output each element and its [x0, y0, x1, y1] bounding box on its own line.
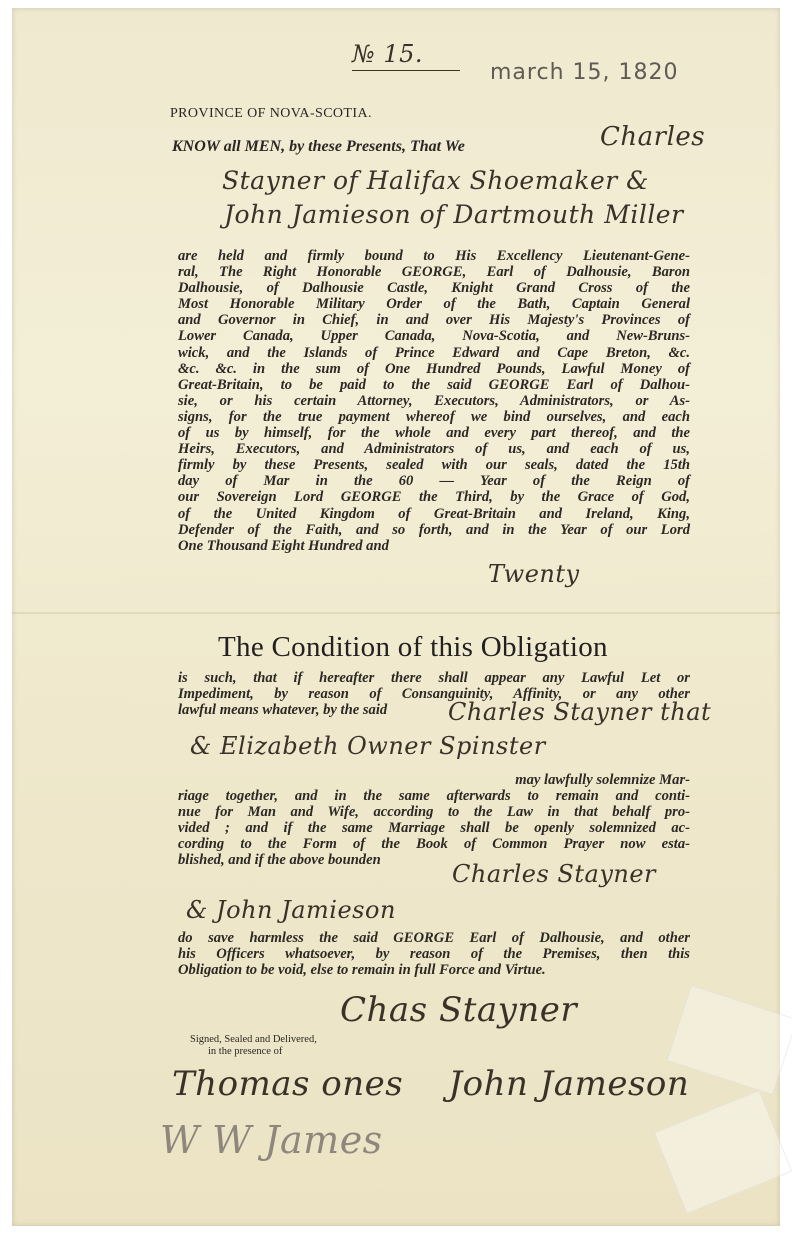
fold-line [12, 612, 780, 614]
hand-parties-2: & Elizabeth Owner Spinster [190, 732, 546, 760]
bond-line: Dalhousie, of Dalhousie Castle, Knight Grand Cross of the [178, 280, 690, 297]
marriage-line: nue for Man and Wife, according to the Law in that behalf pro- [178, 804, 690, 821]
number-mark: № 15. [352, 40, 424, 68]
marriage-line: riage together, and in the same afterwards to remain and conti- [178, 788, 690, 805]
marriage-line: cording to the Form of the Book of Common Prayer now esta- [178, 836, 690, 853]
signature-main: Chas Stayner [340, 990, 578, 1030]
bond-line: day of Mar in the 60 — Year of the Reign of [178, 473, 690, 490]
harmless-line-last: Obligation to be void, else to remain in full Force and Virtue. [178, 962, 546, 979]
bond-line: Heirs, Executors, and Administrators of us, and each of us, [178, 441, 690, 458]
hand-year: Twenty [488, 560, 580, 588]
opening-line: KNOW all MEN, by these Presents, That We [172, 138, 465, 155]
hand-bounden-2: & John Jamieson [186, 896, 396, 924]
bond-line-last: One Thousand Eight Hundred and [178, 537, 389, 554]
bond-line: wick, and the Islands of Prince Edward and Cape Breton, &c. [178, 344, 690, 361]
hand-parties-1: Charles Stayner that [448, 698, 712, 726]
bond-line: of us by himself, for the whole and every part thereof, and the [178, 425, 690, 442]
bond-line: Great-Britain, to be paid to the said GEORGE Earl of Dalhou- [178, 376, 690, 393]
harmless-text [178, 930, 690, 978]
province-title: PROVINCE OF NOVA-SCOTIA. [170, 106, 372, 121]
bond-line: and Governor in Chief, in and over His Majesty's Provinces of [178, 312, 690, 329]
bond-line: firmly by these Presents, sealed with our seals, dated the 15th [178, 457, 690, 474]
number-underline [352, 70, 460, 71]
bond-line: of the United Kingdom of Great-Britain and Ireland, King, [178, 505, 690, 522]
hand-names-1: Charles [600, 122, 706, 152]
bond-line: signs, for the true payment whereof we bind ourselves, and each [178, 408, 690, 425]
bond-line: Most Honorable Military Order of the Bath, Captain General [178, 296, 690, 313]
presence-label: in the presence of [208, 1046, 283, 1057]
signed-label: Signed, Sealed and Delivered, [190, 1034, 317, 1045]
bond-line: &c. &c. in the sum of One Hundred Pounds, Lawful Money of [178, 360, 690, 377]
marriage-line: vided ; and if the same Marriage shall be openly solemnized ac- [178, 820, 690, 837]
condition-heading: The Condition of this Obligation [218, 631, 608, 663]
bond-line: sie, or his certain Attorney, Executors, Administrators, or As- [178, 392, 690, 409]
hand-names-2: Stayner of Halifax Shoemaker & [222, 166, 649, 195]
hand-names-3: John Jamieson of Dartmouth Miller [224, 200, 684, 229]
bond-line: Defender of the Faith, and so forth, and in the Year of our Lord [178, 521, 690, 538]
condition-line: Impediment, by reason of Consanguinity, Affinity, or any other [178, 686, 690, 703]
harmless-line: do save harmless the said GEORGE Earl of Dalhousie, and other [178, 930, 690, 946]
marriage-line-first: may lawfully solemnize Mar- [515, 772, 690, 788]
signature-witness-2: W W James [160, 1118, 383, 1162]
marriage-line-last: blished, and if the above bounden [178, 852, 381, 869]
condition-line: is such, that if hereafter there shall appear any Lawful Let or [178, 670, 690, 686]
harmless-line: his Officers whatsoever, by reason of the Premises, then this [178, 946, 690, 963]
bond-line: Lower Canada, Upper Canada, Nova-Scotia, and New-Bruns- [178, 328, 690, 345]
bond-text [178, 248, 690, 554]
marriage-text [178, 772, 690, 869]
hand-bounden-1: Charles Stayner [452, 860, 657, 888]
bond-line: are held and firmly bound to His Excellency Lieutenant-Gene- [178, 248, 690, 264]
signature-witness-line: Thomas ones John Jameson [172, 1064, 690, 1104]
bond-line: ral, The Right Honorable GEORGE, Earl of Dalhousie, Baron [178, 264, 690, 281]
condition-line-last: lawful means whatever, by the said [178, 702, 388, 719]
date-note: march 15, 1820 [490, 60, 679, 85]
bond-line: our Sovereign Lord GEORGE the Third, by the Grace of God, [178, 489, 690, 506]
